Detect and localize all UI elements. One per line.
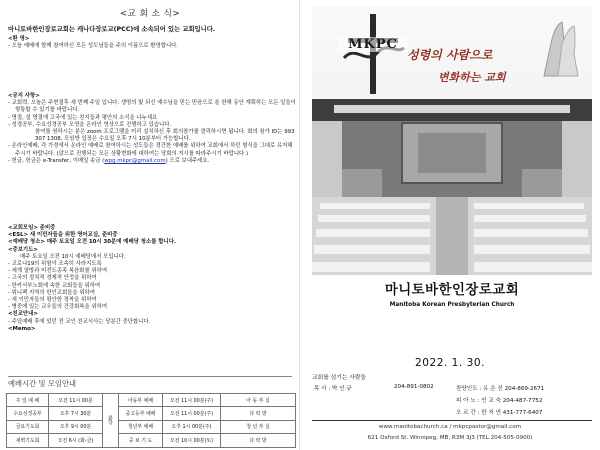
footer-web-email[interactable]: www.manitobachurch.ca / mkpcpastor@gmail.com — [378, 424, 522, 430]
staff-organist: 오 르 간 : 한 지 연 431-777-6407 — [456, 410, 543, 416]
footer-divider — [312, 420, 592, 421]
table-cell: 다 락 방 — [221, 407, 296, 420]
offering-email-link[interactable]: wpg.mkpc@gmail.com — [104, 157, 166, 164]
prayer-item: - 고국의 정치적 경제적 안정을 위하여 — [8, 275, 97, 282]
announcement-heading: <공지 사항> — [8, 93, 40, 99]
slogan-line-2: 변화하는 교회 — [438, 71, 506, 84]
table-row — [7, 420, 296, 433]
table-row — [7, 394, 296, 407]
table-cell: 오전 10시 00분(토) — [163, 434, 221, 447]
table-cell: 수요성경공부 — [7, 407, 49, 420]
announcement-section — [8, 93, 296, 165]
notice-title: <교 회 소 식> — [119, 9, 181, 19]
table-cell: 주 일 예 배 — [7, 394, 49, 407]
welcome-heading: <환 영> — [8, 36, 30, 42]
staff-pastor: 목 사 : 박 인 규 — [314, 386, 352, 392]
offering-text-post: ) 으로 보내주세요. — [165, 157, 210, 164]
table-row — [7, 407, 296, 420]
table-cell: 오후 1시 00분(주) — [163, 420, 221, 433]
announce-item: - 온라인예배, 각 가정에서 온라인 예배로 참여하시는 성도들은 경건한 예배를 위하여 교회에서 하던 형식을 그대로 유지해주시기 바랍니다. (앉으로 진행되는 모든 상황변화에 대하여는 당회의 지시를 따라주시기 바랍니다.) — [8, 143, 293, 157]
schedule-title: 예배시간 및 모임안내 — [8, 379, 77, 388]
cover-frame — [312, 6, 592, 335]
schedule-divider — [8, 376, 292, 377]
announce-item — [8, 158, 296, 165]
table-cell: 금요기도회 — [7, 420, 49, 433]
prayer-heading: <중보기도> — [8, 246, 38, 253]
offering-text-pre: - 헌금, 헌금은 e-Transfer, 이메일 송금 ( — [8, 157, 105, 164]
praying-hands-icon — [534, 18, 586, 80]
staff-pastor-phone: 204-891-0802 — [394, 384, 434, 390]
fellowship-heading: <친교안내> — [8, 311, 38, 318]
prayer-item: - 코로나19의 위험이 조속히 사라지도록 — [8, 261, 102, 268]
staff-worship-leader: 찬양인도 : 유 은 선 204-869-2671 — [456, 386, 545, 392]
table-cell: 중고등부 예배 — [119, 407, 163, 420]
fellowship-text: - 주일예배 후에 있던 전 교인 친교식사는 당분간 중단합니다. — [8, 318, 151, 325]
schedule-table — [6, 393, 296, 448]
bulletin-date: 2022. 1. 30. — [414, 357, 486, 369]
table-cell: 청년부 예배 — [119, 420, 163, 433]
table-cell: 오후 9시 00분 — [49, 420, 103, 433]
church-emblem-icon — [338, 14, 408, 94]
church-meeting-heading: <교회모임> 준비중 — [8, 225, 56, 231]
table-cell: 새벽기도회 — [7, 434, 49, 447]
table-cell: 오후 7시 30분 — [49, 407, 103, 420]
cover-header — [312, 6, 592, 99]
table-cell: 다 락 방 — [221, 434, 296, 447]
announce-item: - 성경공부, 수요성경공부 오영을 온라인 영상으로 진행하고 있습니다. — [8, 121, 172, 128]
prayer-item: - 새 이민자들의 평안한 정착을 위하여 — [8, 297, 97, 304]
prayer-intro: 매주 토요일 오전 10시 예배당에서 모입니다. — [20, 253, 126, 260]
table-cell: 청 년 부 실 — [221, 420, 296, 433]
cover-title-area — [312, 275, 592, 335]
prayer-item: - 병중에 있는 교우들의 건강회복을 위하여 — [8, 304, 108, 311]
church-intro: 마니토바한인장로교회는 캐나다장로교(PCC)에 소속되어 있는 교회입니다. — [8, 26, 216, 33]
staff-pianist: 피 아 노 : 인 교 숙 204-487-7752 — [456, 398, 543, 404]
announce-item: - 명절, 설 명절에 고국에 있는 친지들과 평안의 소식을 나누세요 — [8, 114, 158, 121]
table-cell: 오전 11시 00분(주) — [163, 394, 221, 407]
staff-heading: 교회를 섬기는 사람들 — [312, 375, 367, 381]
slogan-line-1: 성령의 사람으로 — [407, 48, 493, 62]
table-cell: 오전 6시 (화-금) — [49, 434, 103, 447]
table-cell: 오전 11시 00분 — [49, 394, 103, 407]
prayer-item: - 위니펙 지역의 한인교회들을 위하여 — [8, 289, 95, 296]
table-row — [7, 434, 296, 447]
church-name-english: Manitoba Korean Presbyterian Church — [389, 302, 515, 308]
table-cell: 아동부 예배 — [119, 394, 163, 407]
footer-address: 621 Oxford St. Winnipeg, MB, R3M 3J3 (TEL.204-505-0900) — [367, 435, 533, 441]
prayer-item: - 한카서부노회에 속한 교회들을 위하여 — [8, 282, 101, 289]
emblem-text: MKPC — [338, 37, 408, 52]
table-cell: 아 동 부 실 — [221, 394, 296, 407]
cleaning-line: <예배당 청소> 매주 토요일 오전 10시 30분에 예배당 청소를 합니다. — [8, 239, 176, 246]
table-cell: 본당 — [103, 394, 119, 448]
table-cell: 오전 11시 00분(주) — [163, 407, 221, 420]
church-name: 마니토바한인장로교회 — [384, 283, 520, 298]
right-page — [300, 0, 600, 450]
memo-heading: <Memo> — [8, 325, 36, 332]
prayer-item: - 세계 열방과 미전도종족 복음화를 위하여 — [8, 268, 108, 275]
prayer-list — [8, 261, 296, 311]
meetings-section — [8, 225, 296, 333]
announce-item: 참여를 원하시는 분은 zoom 프로그램을 미리 설치하신 후 회의참가를 클릭하시면 됩니다. 회의 참가 ID는 993 307 1308, 모임방 입장은 수요일 오후 7시 10분부터 가능합니다. — [35, 129, 295, 143]
announce-item: - 교회력. 오늘은 주현절후 세 번째 주일 입니다. 생명의 빛 되신 예수님을 믿는 믿음으로 올 한해 동안 계획하는 모든 일들이 형통할 수 있기를 바랍니다. — [8, 100, 296, 114]
welcome-text: - 오늘 예배에 함께 참여하신 모든 성도님들을 주의 이름으로 환영합니다. — [8, 43, 179, 50]
table-cell: 중 보 기 도 — [119, 434, 163, 447]
sanctuary-photo — [312, 99, 592, 275]
welcome-section — [8, 36, 296, 50]
esl-line: <ESL> 새 이민자들을 위한 영어교실, 준비중 — [8, 232, 118, 239]
